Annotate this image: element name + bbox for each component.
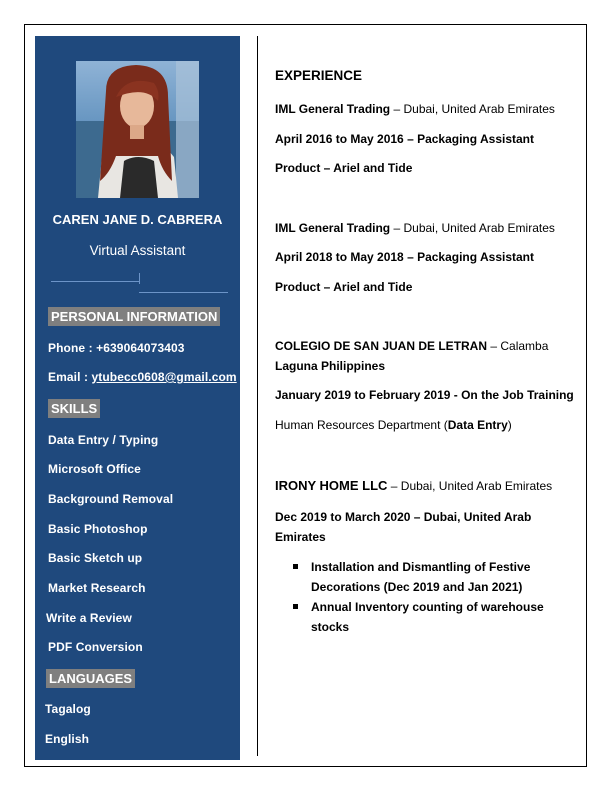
job2-company: IML General Trading — [275, 221, 391, 235]
job3-location-1: – Calamba — [487, 339, 549, 353]
language-item: Tagalog — [45, 702, 91, 716]
bullet-item: Installation and Dismantling of Festive Decorations (Dec 2019 and Jan 2021) — [290, 557, 560, 597]
job3-company-line — [275, 336, 548, 356]
job4-bullets — [290, 557, 560, 637]
job3-dates: January 2019 to February 2019 - On the Job Training — [275, 388, 574, 402]
skill-item: Market Research — [48, 581, 146, 595]
job3-company: COLEGIO DE SAN JUAN DE LETRAN — [275, 339, 488, 353]
bullet-item: Annual Inventory counting of warehouse stocks — [290, 597, 560, 637]
divider-step — [139, 273, 140, 284]
phone-label: Phone : — [48, 341, 97, 355]
column-divider — [257, 36, 258, 756]
personal-info-heading: PERSONAL INFORMATION — [48, 307, 220, 326]
job3-department-bold: Data Entry — [447, 418, 508, 432]
skill-item: Basic Sketch up — [48, 551, 143, 565]
job4-company: IRONY HOME LLC — [275, 478, 388, 493]
job4-location: – Dubai, United Arab Emirates — [387, 479, 553, 493]
job2-company-line — [275, 218, 555, 238]
job1-company-line — [275, 99, 555, 119]
job1-product: Product – Ariel and Tide — [275, 161, 413, 175]
job1-dates: April 2016 to May 2016 – Packaging Assistant — [275, 132, 535, 146]
job1-company: IML General Trading — [275, 102, 391, 116]
job2-dates: April 2018 to May 2018 – Packaging Assistant — [275, 250, 535, 264]
email-label: Email : — [48, 370, 92, 384]
email-line — [48, 370, 237, 384]
skills-heading: SKILLS — [48, 399, 100, 418]
phone-line — [48, 341, 185, 355]
skill-item: Microsoft Office — [48, 462, 141, 476]
languages-heading: LANGUAGES — [46, 669, 135, 688]
person-name: CAREN JANE D. CABRERA — [52, 212, 223, 227]
phone-value: +639064073403 — [96, 341, 185, 355]
skill-item: Basic Photoshop — [48, 522, 148, 536]
job3-location-2: Laguna Philippines — [275, 359, 386, 373]
experience-heading: EXPERIENCE — [275, 68, 363, 83]
divider-left — [51, 281, 139, 282]
job4-company-line — [275, 476, 552, 496]
skill-item: Background Removal — [48, 492, 174, 506]
job3-department-suffix: ) — [507, 418, 512, 432]
job3-department-prefix: Human Resources Department ( — [275, 418, 448, 432]
language-item: English — [45, 732, 90, 746]
job1-location: – Dubai, United Arab Emirates — [390, 102, 555, 116]
skill-item: Data Entry / Typing — [48, 433, 159, 447]
email-link[interactable]: ytubecc0608@gmail.com — [91, 370, 237, 384]
profile-photo — [76, 61, 199, 198]
job4-dates-1: Dec 2019 to March 2020 – Dubai, United Arab — [275, 510, 532, 524]
person-role: Virtual Assistant — [89, 243, 186, 258]
job3-department — [275, 415, 512, 435]
job2-product: Product – Ariel and Tide — [275, 280, 413, 294]
divider-right — [139, 292, 228, 293]
skill-item: PDF Conversion — [48, 640, 143, 654]
job4-dates-2: Emirates — [275, 530, 326, 544]
job2-location: – Dubai, United Arab Emirates — [390, 221, 555, 235]
skill-item: Write a Review — [46, 611, 132, 625]
